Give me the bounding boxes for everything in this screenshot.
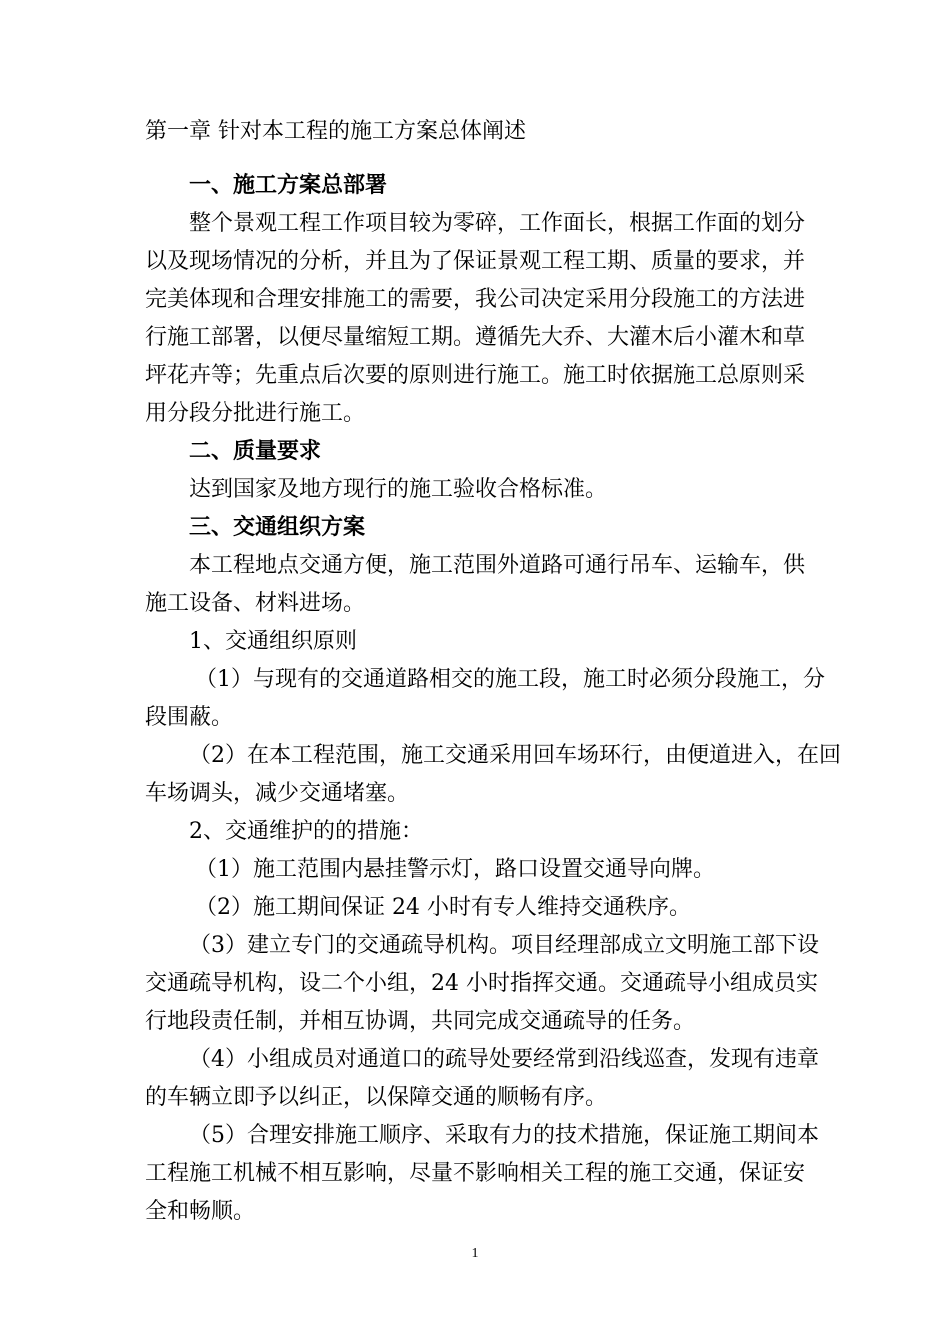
section-heading-traffic: 三、交通组织方案 <box>189 515 366 540</box>
paragraph-line: 行地段责任制，并相互协调，共同完成交通疏导的任务。 <box>145 1009 696 1034</box>
paragraph-line: 达到国家及地方现行的施工验收合格标准。 <box>189 477 608 502</box>
section-heading-quality: 二、质量要求 <box>189 439 322 464</box>
page-number: 1 <box>471 1246 479 1261</box>
paragraph-line: （2）施工期间保证 24 小时有专人维持交通秩序。 <box>195 895 691 920</box>
paragraph-line: （3）建立专门的交通疏导机构。项目经理部成立文明施工部下设 <box>189 933 819 958</box>
subheading-principles: 1、交通组织原则 <box>189 629 357 654</box>
paragraph-line: 整个景观工程工作项目较为零碎，工作面长，根据工作面的划分 <box>189 211 806 236</box>
paragraph-line: 工程施工机械不相互影响，尽量不影响相关工程的施工交通，保证安 <box>145 1161 806 1186</box>
paragraph-line: 车场调头，减少交通堵塞。 <box>145 781 410 806</box>
paragraph-line: （2）在本工程范围，施工交通采用回车场环行，由便道进入，在回 <box>189 743 841 768</box>
paragraph-line: 交通疏导机构，设二个小组，24 小时指挥交通。交通疏导小组成员实 <box>145 971 818 996</box>
subheading-measures: 2、交通维护的的措施： <box>189 819 423 844</box>
paragraph-line: 以及现场情况的分析，并且为了保证景观工程工期、质量的要求，并 <box>145 249 806 274</box>
chapter-title: 第一章 针对本工程的施工方案总体阐述 <box>145 119 526 144</box>
paragraph-line: 全和畅顺。 <box>145 1199 256 1224</box>
paragraph-line: 完美体现和合理安排施工的需要，我公司决定采用分段施工的方法进 <box>145 287 806 312</box>
paragraph-line: 坪花卉等；先重点后次要的原则进行施工。施工时依据施工总原则采 <box>145 363 806 388</box>
paragraph-line: （1）与现有的交通道路相交的施工段，施工时必须分段施工，分 <box>195 667 825 692</box>
paragraph-line: 行施工部署，以便尽量缩短工期。遵循先大乔、大灌木后小灌木和草 <box>145 325 806 350</box>
paragraph-line: 的车辆立即予以纠正，以保障交通的顺畅有序。 <box>145 1085 608 1110</box>
paragraph-line: （4）小组成员对通道口的疏导处要经常到沿线巡查，发现有违章 <box>189 1047 819 1072</box>
paragraph-line: 本工程地点交通方便，施工范围外道路可通行吊车、运输车，供 <box>189 553 806 578</box>
paragraph-line: （5）合理安排施工顺序、采取有力的技术措施，保证施工期间本 <box>189 1123 819 1148</box>
section-heading-deployment: 一、施工方案总部署 <box>189 173 388 198</box>
paragraph-line: 用分段分批进行施工。 <box>145 401 366 426</box>
paragraph-line: （1）施工范围内悬挂警示灯，路口设置交通导向牌。 <box>195 857 715 882</box>
paragraph-line: 段围蔽。 <box>145 705 234 730</box>
paragraph-line: 施工设备、材料进场。 <box>145 591 366 616</box>
